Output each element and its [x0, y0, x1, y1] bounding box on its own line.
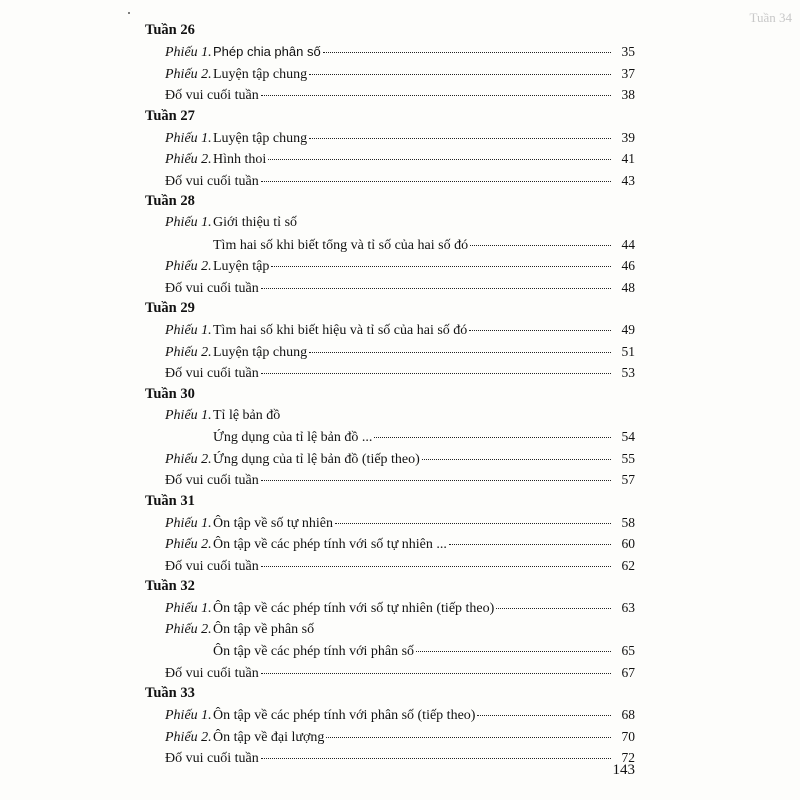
entry-page-number: 53	[621, 365, 635, 380]
dot-leader	[261, 758, 611, 759]
toc-entry-first-line	[145, 619, 635, 641]
toc-entry	[145, 63, 635, 85]
entry-title: Ôn tập về các phép tính với số tự nhiên ...	[213, 537, 447, 552]
worksheet-label: Phiếu 2.	[165, 729, 212, 745]
dot-leader	[261, 288, 611, 289]
entry-title: Đố vui cuối tuần	[165, 280, 259, 296]
scan-speck	[128, 12, 130, 14]
entry-page-number: 55	[621, 450, 635, 466]
entry-page-number: 57	[621, 472, 635, 487]
entry-title: Ứng dụng của tỉ lệ bản đồ ...	[213, 430, 373, 445]
worksheet-label: Phiếu 1.	[165, 130, 212, 146]
week-heading: Tuần 33	[145, 685, 195, 701]
entry-title: Ôn tập về số tự nhiên	[213, 515, 333, 531]
entry-title: Đố vui cuối tuần	[165, 88, 259, 103]
toc-entry	[145, 640, 635, 662]
dot-leader	[309, 74, 611, 75]
week-heading: Tuần 31	[145, 492, 195, 509]
entry-title: Ôn tập về các phép tính với phân số (tiếp theo)	[213, 708, 476, 723]
entry-page-number: 67	[621, 664, 635, 680]
toc-entry	[145, 704, 635, 726]
worksheet-label: Phiếu 1.	[165, 515, 212, 531]
dot-leader	[496, 608, 611, 609]
toc-entry-weekend-quiz	[145, 170, 635, 192]
entry-title: Tìm hai số khi biết tổng và tỉ số của hai số đó	[213, 237, 469, 253]
toc-entry	[145, 597, 635, 619]
toc-entry-weekend-quiz	[145, 555, 635, 577]
entry-page-number: 39	[621, 129, 635, 145]
worksheet-label: Phiếu 1.	[165, 708, 212, 723]
entry-page-number: 37	[621, 65, 635, 81]
entry-page-number: 63	[621, 600, 635, 615]
toc-entry	[145, 255, 635, 277]
entry-title: Ôn tập về phân số	[213, 621, 315, 637]
entry-page-number: 43	[621, 172, 635, 188]
toc-entry	[145, 41, 635, 63]
entry-page-number: 68	[621, 707, 635, 722]
dot-leader	[261, 566, 611, 567]
week-heading: Tuần 30	[145, 385, 195, 402]
dot-leader	[422, 459, 611, 460]
entry-title: Tìm hai số khi biết hiệu và tỉ số của hai số đó	[213, 323, 468, 338]
entry-page-number: 48	[621, 279, 635, 295]
dot-leader	[268, 159, 611, 160]
entry-page-number: 38	[621, 87, 635, 102]
dot-leader	[261, 373, 611, 374]
toc-entry-weekend-quiz	[145, 747, 635, 769]
bleed-through-text: Tuần 34	[749, 10, 792, 25]
dot-leader	[309, 138, 611, 139]
entry-page-number: 35	[621, 44, 635, 59]
entry-page-number: 51	[621, 343, 635, 359]
toc-entry	[145, 148, 635, 170]
dot-leader	[416, 651, 611, 652]
dot-leader	[261, 480, 611, 481]
toc-entry-weekend-quiz	[145, 277, 635, 299]
entry-page-number: 44	[621, 236, 635, 252]
toc-entry-weekend-quiz	[145, 362, 635, 384]
entry-page-number: 60	[621, 536, 635, 551]
dot-leader	[470, 245, 611, 246]
entry-title: Luyện tập chung	[213, 130, 308, 146]
toc-entry-weekend-quiz	[145, 84, 635, 106]
dot-leader	[477, 715, 611, 716]
dot-leader	[261, 673, 611, 674]
entry-page-number: 41	[621, 151, 635, 166]
toc-entry	[145, 448, 635, 470]
dot-leader	[323, 52, 611, 53]
table-of-contents	[145, 20, 635, 769]
entry-page-number: 58	[621, 514, 635, 530]
entry-title: Phép chia phân số	[213, 44, 321, 59]
week-heading: Tuần 28	[145, 193, 195, 209]
dot-leader	[374, 437, 611, 438]
worksheet-label: Phiếu 2.	[165, 259, 212, 274]
worksheet-label: Phiếu 1.	[165, 323, 212, 338]
entry-title: Đố vui cuối tuần	[165, 366, 259, 381]
entry-page-number: 70	[621, 728, 635, 744]
worksheet-label: Phiếu 1.	[165, 45, 212, 60]
entry-title: Luyện tập chung	[213, 66, 308, 82]
worksheet-label: Phiếu 2.	[165, 537, 212, 552]
worksheet-label: Phiếu 1.	[165, 601, 212, 616]
dot-leader	[335, 523, 611, 524]
entry-page-number: 62	[621, 557, 635, 573]
entry-page-number: 49	[621, 322, 635, 337]
entry-page-number: 72	[621, 750, 635, 765]
worksheet-label: Phiếu 2.	[165, 451, 212, 467]
toc-entry	[145, 726, 635, 748]
worksheet-label: Phiếu 1.	[165, 215, 212, 230]
entry-page-number: 65	[621, 643, 635, 658]
toc-entry-first-line	[145, 405, 635, 427]
dot-leader	[261, 181, 611, 182]
toc-entry-first-line	[145, 212, 635, 234]
toc-entry	[145, 234, 635, 256]
entry-title: Đố vui cuối tuần	[165, 173, 259, 189]
week-heading: Tuần 32	[145, 578, 195, 594]
entry-title: Đố vui cuối tuần	[165, 473, 259, 488]
worksheet-label: Phiếu 2.	[165, 66, 212, 82]
dot-leader	[261, 95, 611, 96]
entry-title: Hình thoi	[213, 152, 267, 167]
dot-leader	[271, 266, 611, 267]
dot-leader	[326, 737, 611, 738]
dot-leader	[449, 544, 611, 545]
worksheet-label: Phiếu 1.	[165, 407, 212, 423]
entry-title: Ứng dụng của tỉ lệ bản đồ (tiếp theo)	[213, 451, 420, 467]
toc-entry	[145, 319, 635, 341]
entry-title: Ôn tập về đại lượng	[213, 729, 325, 745]
toc-entry-weekend-quiz	[145, 662, 635, 684]
entry-title: Giới thiệu tỉ số	[213, 215, 298, 230]
entry-page-number: 46	[621, 258, 635, 273]
page-number: 143	[612, 762, 635, 778]
entry-title: Luyện tập	[213, 259, 270, 274]
entry-title: Ôn tập về các phép tính với phân số	[213, 644, 415, 659]
entry-page-number: 54	[621, 429, 635, 444]
worksheet-label: Phiếu 2.	[165, 344, 212, 360]
week-heading: Tuần 26	[145, 22, 195, 38]
worksheet-label: Phiếu 2.	[165, 621, 212, 637]
toc-entry	[145, 341, 635, 363]
entry-title: Đố vui cuối tuần	[165, 665, 259, 681]
toc-entry-weekend-quiz	[145, 469, 635, 491]
entry-title: Tỉ lệ bản đồ	[213, 407, 281, 423]
entry-title: Ôn tập về các phép tính với số tự nhiên (tiếp theo)	[213, 601, 495, 616]
toc-entry	[145, 533, 635, 555]
toc-entry	[145, 127, 635, 149]
worksheet-label: Phiếu 2.	[165, 152, 212, 167]
dot-leader	[309, 352, 611, 353]
week-heading: Tuần 29	[145, 300, 195, 316]
toc-entry	[145, 426, 635, 448]
toc-entry	[145, 512, 635, 534]
entry-title: Đố vui cuối tuần	[165, 751, 259, 766]
dot-leader	[469, 330, 611, 331]
entry-title: Luyện tập chung	[213, 344, 308, 360]
week-heading: Tuần 27	[145, 107, 195, 124]
entry-title: Đố vui cuối tuần	[165, 558, 259, 574]
